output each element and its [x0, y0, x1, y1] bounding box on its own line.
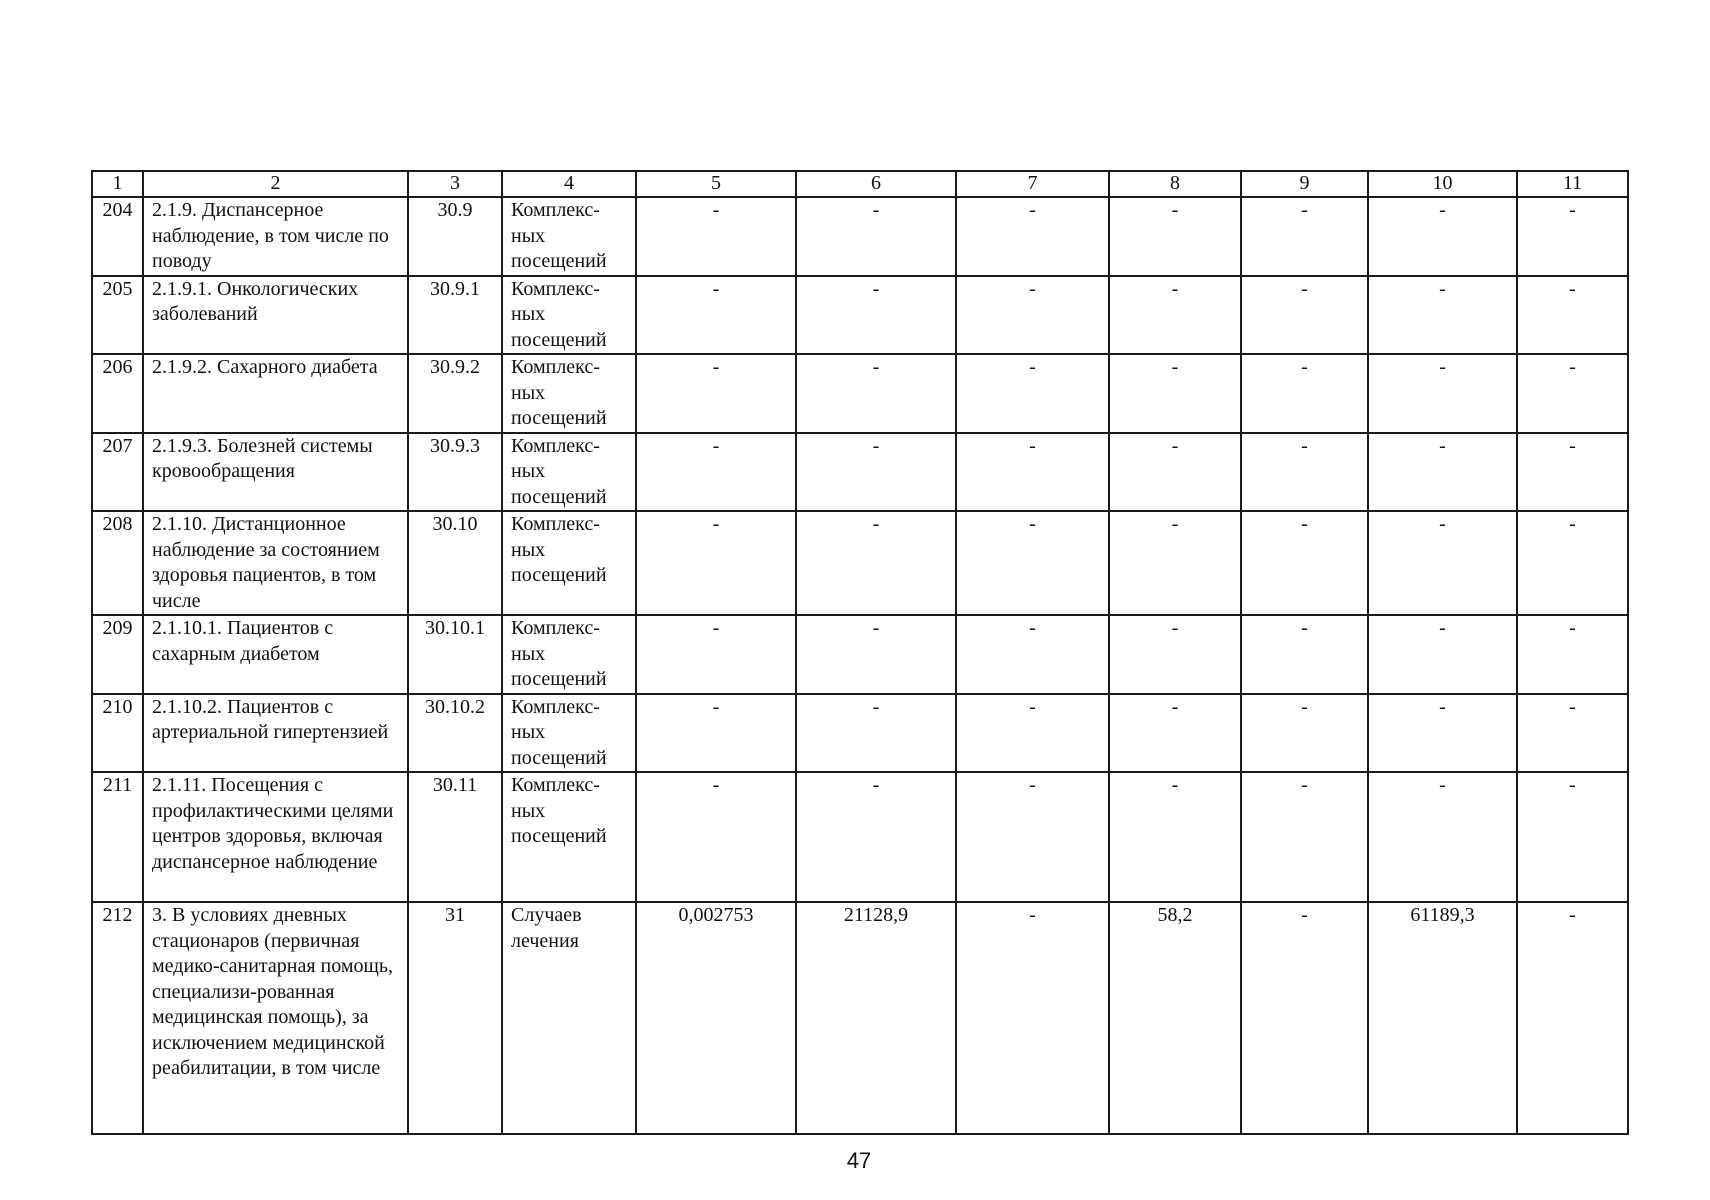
value-col-8: -	[1109, 276, 1241, 355]
value-col-8: -	[1109, 772, 1241, 902]
row-code: 30.9	[408, 197, 502, 276]
value-col-9: -	[1241, 197, 1368, 276]
value-col-11: -	[1517, 694, 1628, 773]
value-col-11: -	[1517, 615, 1628, 694]
value-col-5: -	[636, 433, 796, 512]
data-table	[91, 170, 1629, 1135]
unit-of-measure: Комплекс-ных посещений	[502, 615, 636, 694]
indicator-name: 2.1.11. Посещения с профилактическими целями центров здоровья, включая диспансерное наблюдение	[143, 772, 408, 902]
indicator-name: 2.1.10. Дистанционное наблюдение за состоянием здоровья пациентов, в том числе	[143, 511, 408, 615]
row-code: 30.10	[408, 511, 502, 615]
value-col-8: -	[1109, 354, 1241, 433]
indicator-name: 2.1.10.1. Пациентов с сахарным диабетом	[143, 615, 408, 694]
value-col-6: -	[796, 694, 956, 773]
indicator-name: 2.1.9.3. Болезней системы кровообращения	[143, 433, 408, 512]
unit-of-measure: Комплекс-ных посещений	[502, 772, 636, 902]
value-col-5: -	[636, 354, 796, 433]
value-col-10: -	[1368, 772, 1517, 902]
page-number: 47	[846, 1148, 872, 1173]
value-col-9: -	[1241, 772, 1368, 902]
row-code: 30.11	[408, 772, 502, 902]
table-row	[92, 354, 1628, 433]
table-row	[92, 433, 1628, 512]
value-col-7: -	[956, 694, 1109, 773]
value-col-10: -	[1368, 197, 1517, 276]
row-number: 211	[92, 772, 143, 902]
value-col-7: -	[956, 902, 1109, 1134]
value-col-7: -	[956, 354, 1109, 433]
value-col-8: -	[1109, 197, 1241, 276]
column-header: 4	[502, 171, 636, 197]
column-header: 1	[92, 171, 143, 197]
indicator-name: 2.1.9. Диспансерное наблюдение, в том числе по поводу	[143, 197, 408, 276]
unit-of-measure: Комплекс-ных посещений	[502, 694, 636, 773]
value-col-5: -	[636, 511, 796, 615]
value-col-7: -	[956, 197, 1109, 276]
column-header: 9	[1241, 171, 1368, 197]
value-col-8: -	[1109, 511, 1241, 615]
column-header: 3	[408, 171, 502, 197]
column-header: 8	[1109, 171, 1241, 197]
row-code: 31	[408, 902, 502, 1134]
indicator-name: 2.1.10.2. Пациентов с артериальной гипертензией	[143, 694, 408, 773]
row-number: 204	[92, 197, 143, 276]
value-col-9: -	[1241, 902, 1368, 1134]
column-header: 2	[143, 171, 408, 197]
value-col-11: -	[1517, 902, 1628, 1134]
value-col-11: -	[1517, 772, 1628, 902]
value-col-10: -	[1368, 511, 1517, 615]
table-row	[92, 772, 1628, 902]
value-col-10: -	[1368, 615, 1517, 694]
row-number: 210	[92, 694, 143, 773]
unit-of-measure: Комплекс-ных посещений	[502, 511, 636, 615]
value-col-6: -	[796, 511, 956, 615]
value-col-5: -	[636, 615, 796, 694]
value-col-6: -	[796, 433, 956, 512]
value-col-10: -	[1368, 354, 1517, 433]
row-number: 205	[92, 276, 143, 355]
value-col-10: -	[1368, 276, 1517, 355]
value-col-9: -	[1241, 433, 1368, 512]
row-code: 30.10.1	[408, 615, 502, 694]
value-col-11: -	[1517, 354, 1628, 433]
column-header: 10	[1368, 171, 1517, 197]
unit-of-measure: Комплекс-ных посещений	[502, 433, 636, 512]
value-col-7: -	[956, 615, 1109, 694]
value-col-5: -	[636, 197, 796, 276]
value-col-6: -	[796, 772, 956, 902]
value-col-6: -	[796, 615, 956, 694]
table-row	[92, 197, 1628, 276]
value-col-5: 0,002753	[636, 902, 796, 1134]
value-col-5: -	[636, 694, 796, 773]
value-col-10: -	[1368, 694, 1517, 773]
value-col-5: -	[636, 276, 796, 355]
unit-of-measure: Комплекс-ных посещений	[502, 276, 636, 355]
row-code: 30.9.1	[408, 276, 502, 355]
value-col-5: -	[636, 772, 796, 902]
value-col-6: -	[796, 354, 956, 433]
value-col-11: -	[1517, 511, 1628, 615]
value-col-9: -	[1241, 694, 1368, 773]
value-col-8: -	[1109, 615, 1241, 694]
value-col-9: -	[1241, 511, 1368, 615]
column-header: 5	[636, 171, 796, 197]
table-row	[92, 902, 1628, 1134]
value-col-9: -	[1241, 276, 1368, 355]
row-number: 208	[92, 511, 143, 615]
table-row	[92, 694, 1628, 773]
value-col-8: -	[1109, 433, 1241, 512]
value-col-8: 58,2	[1109, 902, 1241, 1134]
indicator-name: 3. В условиях дневных стационаров (первичная медико-санитарная помощь, специализи-рованная медицинская помощь), за исключением медицинской реабилитации, в том числе	[143, 902, 408, 1134]
row-number: 207	[92, 433, 143, 512]
value-col-7: -	[956, 511, 1109, 615]
header-row	[92, 171, 1628, 197]
value-col-6: -	[796, 276, 956, 355]
unit-of-measure: Комплекс-ных посещений	[502, 197, 636, 276]
unit-of-measure: Комплекс-ных посещений	[502, 354, 636, 433]
value-col-9: -	[1241, 354, 1368, 433]
value-col-11: -	[1517, 197, 1628, 276]
unit-of-measure: Случаев лечения	[502, 902, 636, 1134]
column-header: 6	[796, 171, 956, 197]
value-col-6: -	[796, 197, 956, 276]
column-header: 7	[956, 171, 1109, 197]
value-col-11: -	[1517, 276, 1628, 355]
value-col-9: -	[1241, 615, 1368, 694]
table-body	[92, 197, 1628, 1134]
row-number: 206	[92, 354, 143, 433]
row-code: 30.10.2	[408, 694, 502, 773]
row-number: 212	[92, 902, 143, 1134]
indicator-name: 2.1.9.1. Онкологических заболеваний	[143, 276, 408, 355]
value-col-7: -	[956, 276, 1109, 355]
indicator-name: 2.1.9.2. Сахарного диабета	[143, 354, 408, 433]
table-row	[92, 276, 1628, 355]
column-header: 11	[1517, 171, 1628, 197]
table-row	[92, 615, 1628, 694]
value-col-11: -	[1517, 433, 1628, 512]
value-col-10: 61189,3	[1368, 902, 1517, 1134]
value-col-10: -	[1368, 433, 1517, 512]
value-col-7: -	[956, 433, 1109, 512]
row-code: 30.9.2	[408, 354, 502, 433]
value-col-7: -	[956, 772, 1109, 902]
row-number: 209	[92, 615, 143, 694]
value-col-6: 21128,9	[796, 902, 956, 1134]
value-col-8: -	[1109, 694, 1241, 773]
table-row	[92, 511, 1628, 615]
row-code: 30.9.3	[408, 433, 502, 512]
